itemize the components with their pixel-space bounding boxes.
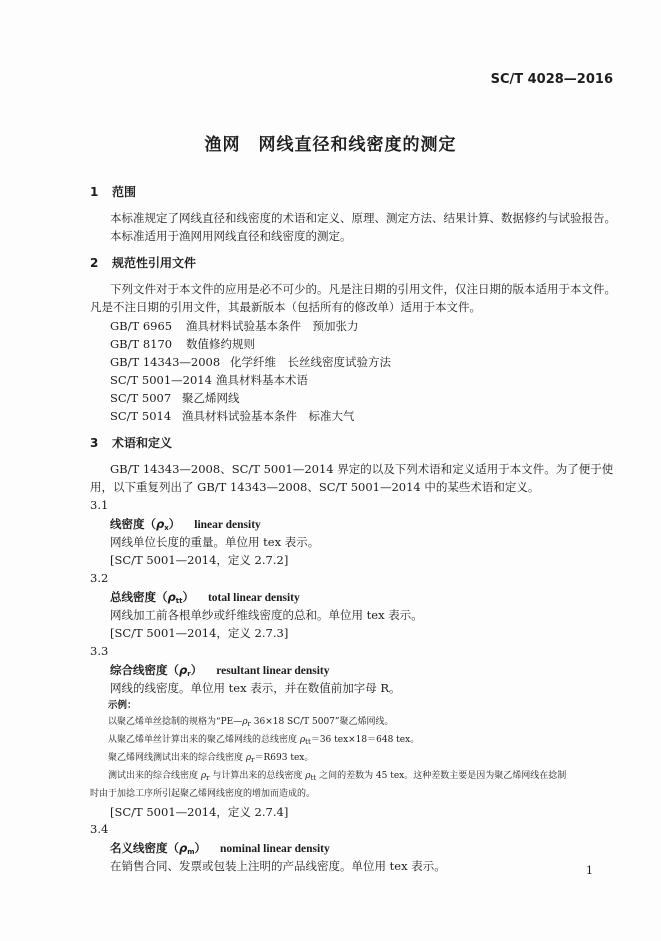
example-line: 测试出来的综合线密度 $\rho_r$ 与计算出来的总线密度 $\rho_{tt}$ 之间的差数为 45 tex。这种差数主要是因为聚乙烯网线在捻制 (108, 771, 567, 782)
term-heading: 名义线密度$(\rho_m)$ nominal linear density (110, 841, 330, 856)
ref-code: GB/T 8170 (110, 337, 173, 351)
term-symbol: ρ (179, 663, 188, 677)
term-en: nominal linear density (220, 843, 330, 855)
clause-number: 3.1 (90, 498, 109, 512)
symbol: ρ (200, 771, 207, 781)
ref-code: GB/T 14343—2008 (110, 355, 221, 369)
term-definition: 网线的线密度。单位用 tex 表示，并在数值前加字母 R。 (110, 681, 401, 695)
term-en: total linear density (207, 592, 300, 604)
term-definition: 在销售合同、发票或包装上注明的产品线密度。单位用 tex 表示。 (110, 859, 446, 873)
term-zh: 总线密度 (110, 590, 156, 604)
term-en: linear density (194, 519, 261, 531)
ref-code: GB/T 6965 (110, 319, 173, 333)
ref-name: 渔具材料试验基本条件 预加张力 (186, 319, 359, 333)
ref-name: 聚乙烯网线 (182, 391, 240, 405)
symbol: ρ (245, 753, 252, 763)
symbol: ρ (299, 735, 306, 745)
section-title: 规范性引用文件 (112, 256, 197, 270)
term-symbol-sub: r (187, 670, 191, 678)
term-heading: 总线密度$(\rho_{tt})$ total linear density (110, 590, 300, 605)
section-title: 术语和定义 (112, 436, 173, 450)
section-number: 1 (90, 185, 99, 199)
term-zh: 名义线密度 (110, 841, 168, 855)
paragraph: 本标准适用于渔网用网线直径和线密度的测定。 (110, 229, 352, 243)
paragraph: GB/T 14343—2008、SC/T 5001—2014 界定的以及下列术语和定义适用于本文件。为了便于使 (110, 462, 614, 476)
clause-number: 3.2 (90, 571, 109, 585)
symbol: ρ (242, 717, 248, 727)
section-1-heading (90, 183, 136, 200)
term-en: resultant linear density (216, 665, 330, 677)
ref-name: 化学纤维 长丝线密度试验方法 (230, 355, 391, 369)
symbol-sub: tt (310, 774, 317, 782)
term-zh: 综合线密度 (110, 663, 168, 677)
reference-item (110, 372, 308, 388)
section-3-heading (90, 434, 172, 451)
page-number: 1 (586, 864, 593, 877)
paragraph: 本标准规定了网线直径和线密度的术语和定义、原理、测定方法、结果计算、数据修约与试验报告。 (110, 211, 616, 225)
symbol: ρ (305, 771, 311, 781)
symbol-sub: r (251, 756, 255, 764)
term-symbol: ρ (167, 590, 176, 604)
term-source: [SC/T 5001—2014，定义 2.7.4] (110, 805, 289, 819)
reference-item (110, 336, 255, 352)
reference-item (110, 408, 355, 424)
section-number: 2 (90, 256, 99, 270)
symbol-sub: tt (305, 738, 311, 746)
paragraph: 下列文件对于本文件的应用是必不可少的。凡是注日期的引用文件，仅注日期的版本适用于本文件。 (110, 282, 616, 296)
paragraph: 用，以下重复列出了 GB/T 14343—2008、SC/T 5001—2014 中的某些术语和定义。 (90, 480, 540, 494)
example-line: 聚乙烯网线测试出来的综合线密度 $\rho_r=R693$ tex。 (108, 753, 314, 764)
symbol-sub: r (206, 774, 210, 782)
example-line: 以聚乙烯单丝捻制的规格为“$PE—\rho_r$ 36×18 SC/T 5007”聚乙烯网线。 (108, 717, 394, 728)
term-symbol-sub: x (164, 524, 169, 532)
reference-item (110, 354, 391, 370)
reference-item (110, 390, 240, 406)
section-number: 3 (90, 436, 99, 450)
term-source: [SC/T 5001—2014，定义 2.7.3] (110, 626, 289, 640)
example-label: 示例： (108, 700, 137, 711)
ref-code: SC/T 5001—2014 (110, 373, 212, 387)
paragraph: 凡是不注日期的引用文件，其最新版本（包括所有的修改单）适用于本文件。 (90, 300, 481, 314)
term-definition: 网线加工前各根单纱或纤维线密度的总和。单位用 tex 表示。 (110, 608, 423, 622)
standard-number: SC/T 4028—2016 (490, 72, 613, 87)
term-symbol: ρ (156, 517, 165, 531)
reference-item (110, 318, 359, 334)
term-symbol-sub: m (187, 848, 195, 856)
clause-number: 3.3 (90, 644, 109, 658)
ref-name: 渔具材料基本术语 (216, 373, 308, 387)
section-2-heading (90, 254, 196, 271)
term-source: [SC/T 5001—2014，定义 2.7.2] (110, 553, 289, 567)
term-symbol: ρ (179, 841, 188, 855)
ref-name: 数值修约规则 (186, 337, 255, 351)
example-line: 时由于加捻工序所引起聚乙烯网线密度的增加而造成的。 (90, 789, 316, 799)
clause-number: 3.4 (90, 822, 109, 836)
term-heading: 综合线密度$(\rho_r)$ resultant linear density (110, 663, 330, 678)
symbol-sub: r (247, 720, 251, 728)
example-line: 从聚乙烯单丝计算出来的聚乙烯网线的总线密度 $\rho_{tt}=36$ tex×18＝648 tex。 (108, 735, 420, 746)
section-title: 范围 (112, 185, 137, 199)
term-heading: 线密度$(\rho_x)$ linear density (110, 517, 261, 532)
ref-name: 渔具材料试验基本条件 标准大气 (182, 409, 355, 423)
term-definition: 网线单位长度的重量。单位用 tex 表示。 (110, 535, 320, 549)
ref-code: SC/T 5007 (110, 391, 172, 405)
page-title: 渔网 网线直径和线密度的测定 (204, 135, 457, 155)
ref-code: SC/T 5014 (110, 409, 172, 423)
term-symbol-sub: tt (175, 597, 183, 605)
term-zh: 线密度 (110, 517, 145, 531)
